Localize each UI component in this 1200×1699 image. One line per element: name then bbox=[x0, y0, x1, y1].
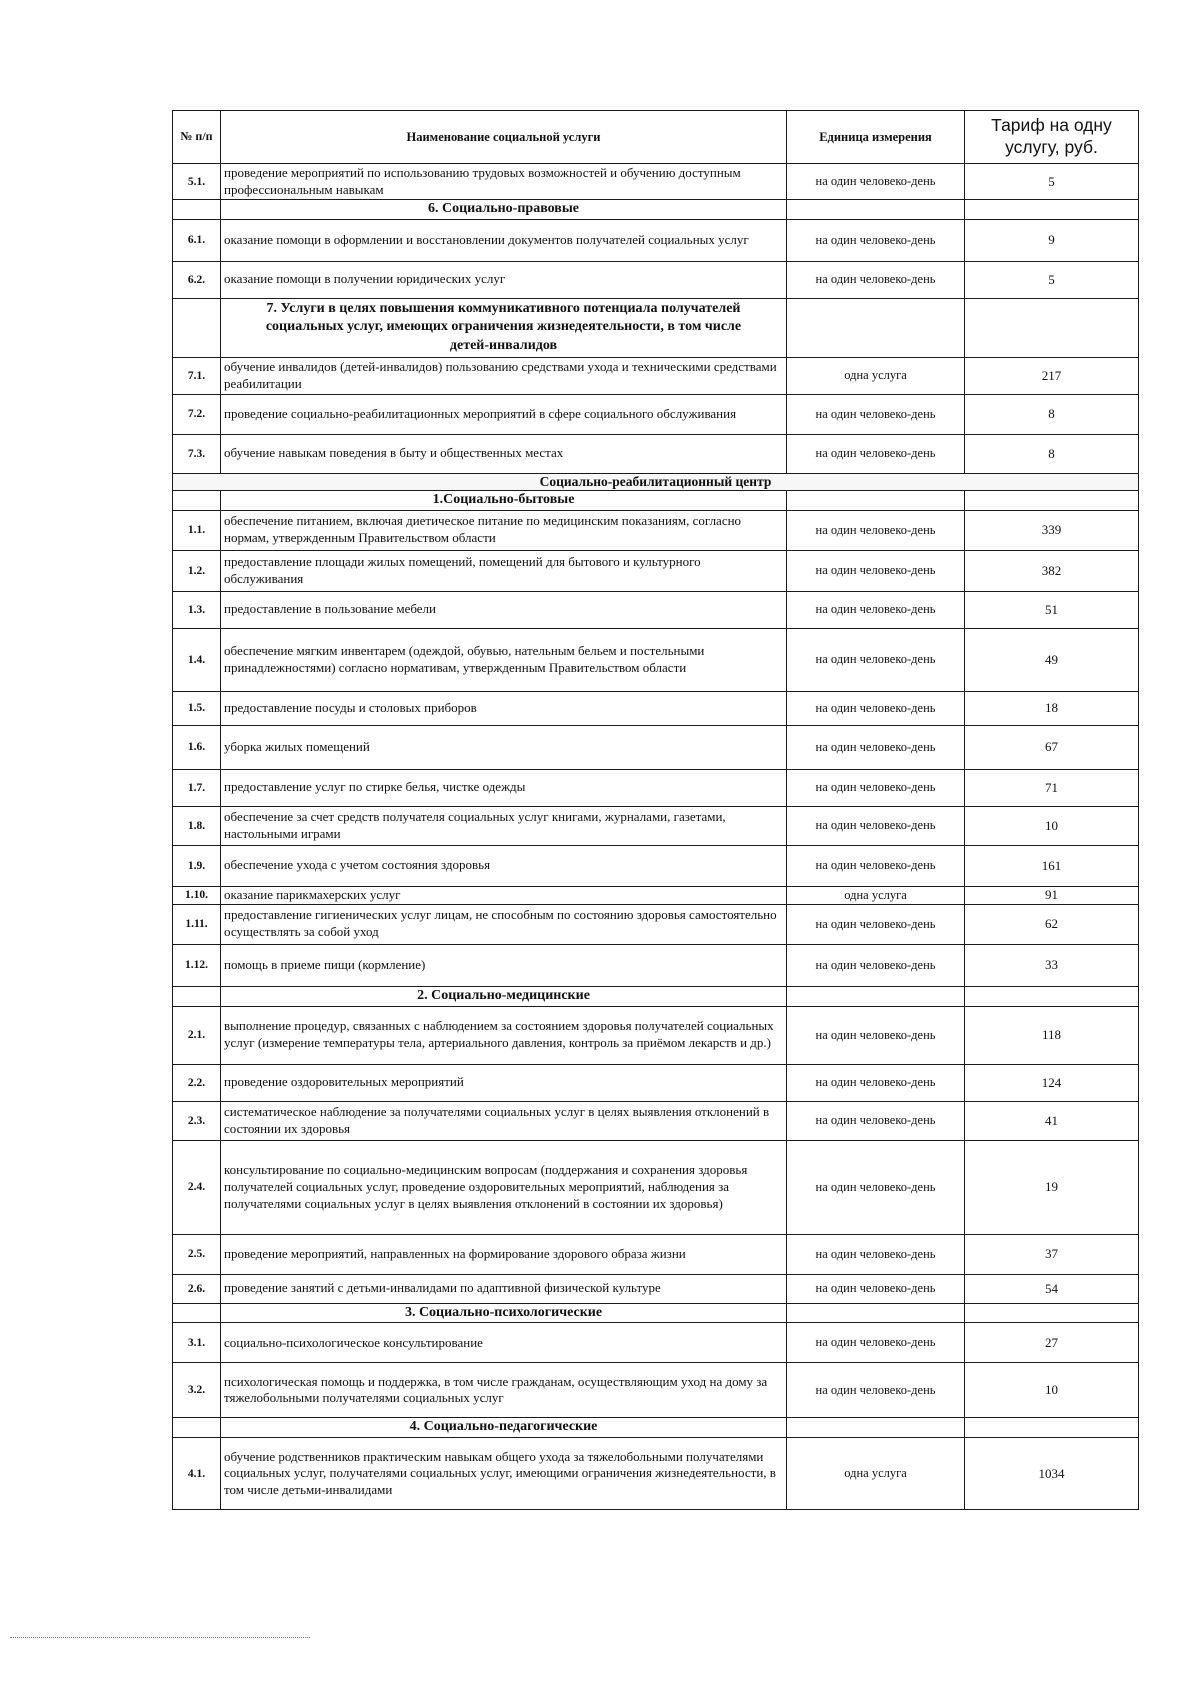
row-number: 1.12. bbox=[173, 944, 221, 986]
center-title: Социально-реабилитационный центр bbox=[173, 473, 1139, 490]
table-header-row bbox=[173, 111, 1139, 164]
table-row bbox=[173, 261, 1139, 298]
row-number: 2.1. bbox=[173, 1006, 221, 1064]
service-name: оказание помощи в получении юридических услуг bbox=[221, 261, 787, 298]
section-title: 7. Услуги в целях повышения коммуникативного потенциала получателей социальных услуг, имеющих ограничения жизнедеятельности, в том числе детей-инвалидов bbox=[221, 298, 787, 357]
table-row bbox=[173, 628, 1139, 691]
service-name: обеспечение мягким инвентарем (одеждой, обувью, нательным бельем и постельными принадлежностями) согласно нормативам, утвержденным Правительством области bbox=[221, 628, 787, 691]
table-row bbox=[173, 904, 1139, 944]
section-row bbox=[173, 298, 1139, 357]
tariff-price: 9 bbox=[965, 219, 1139, 261]
unit-of-measure: одна услуга bbox=[787, 1438, 965, 1510]
tariff-price: 118 bbox=[965, 1006, 1139, 1064]
service-name: предоставление в пользование мебели bbox=[221, 591, 787, 628]
row-number: 1.10. bbox=[173, 886, 221, 904]
section-price-cell bbox=[965, 298, 1139, 357]
row-number: 1.3. bbox=[173, 591, 221, 628]
service-name: оказание помощи в оформлении и восстановлении документов получателей социальных услуг bbox=[221, 219, 787, 261]
service-name: обучение навыкам поведения в быту и общественных местах bbox=[221, 434, 787, 473]
tariff-price: 10 bbox=[965, 806, 1139, 845]
unit-of-measure: на один человеко-день bbox=[787, 725, 965, 769]
section-num-cell bbox=[173, 298, 221, 357]
row-number: 7.2. bbox=[173, 394, 221, 434]
tariff-price: 37 bbox=[965, 1234, 1139, 1274]
table-row bbox=[173, 1101, 1139, 1140]
service-name: обучение родственников практическим навыкам общего ухода за тяжелобольными получателями социальных услуг, получателями социальных услуг, имеющими ограничения жизнедеятельности, в том числе детьми-инвалидами bbox=[221, 1438, 787, 1510]
header-service-name: Наименование социальной услуги bbox=[221, 111, 787, 164]
row-number: 1.9. bbox=[173, 845, 221, 886]
section-title: 1.Социально-бытовые bbox=[221, 490, 787, 510]
table-row bbox=[173, 806, 1139, 845]
row-number: 2.5. bbox=[173, 1234, 221, 1274]
unit-of-measure: на один человеко-день bbox=[787, 550, 965, 591]
section-unit-cell bbox=[787, 1418, 965, 1438]
table-row bbox=[173, 944, 1139, 986]
table-row bbox=[173, 1064, 1139, 1101]
section-unit-cell bbox=[787, 986, 965, 1006]
service-name: уборка жилых помещений bbox=[221, 725, 787, 769]
unit-of-measure: на один человеко-день bbox=[787, 1274, 965, 1303]
row-number: 2.6. bbox=[173, 1274, 221, 1303]
table-row bbox=[173, 769, 1139, 806]
tariff-price: 161 bbox=[965, 845, 1139, 886]
unit-of-measure: на один человеко-день bbox=[787, 1234, 965, 1274]
table-row bbox=[173, 1234, 1139, 1274]
tariff-price: 382 bbox=[965, 550, 1139, 591]
tariff-table bbox=[172, 110, 1139, 1510]
tariff-price: 8 bbox=[965, 394, 1139, 434]
tariff-price: 18 bbox=[965, 691, 1139, 725]
service-name: помощь в приеме пищи (кормление) bbox=[221, 944, 787, 986]
section-row bbox=[173, 1303, 1139, 1323]
row-number: 6.2. bbox=[173, 261, 221, 298]
unit-of-measure: на один человеко-день bbox=[787, 806, 965, 845]
table-row bbox=[173, 1274, 1139, 1303]
table-row bbox=[173, 510, 1139, 550]
service-name: проведение социально-реабилитационных мероприятий в сфере социального обслуживания bbox=[221, 394, 787, 434]
row-number: 2.3. bbox=[173, 1101, 221, 1140]
table-row bbox=[173, 591, 1139, 628]
section-row bbox=[173, 1418, 1139, 1438]
tariff-price: 41 bbox=[965, 1101, 1139, 1140]
row-number: 1.7. bbox=[173, 769, 221, 806]
unit-of-measure: одна услуга bbox=[787, 357, 965, 394]
table-row bbox=[173, 1140, 1139, 1234]
service-name: обучение инвалидов (детей-инвалидов) пользованию средствами ухода и техническими средствами реабилитации bbox=[221, 357, 787, 394]
tariff-price: 339 bbox=[965, 510, 1139, 550]
service-name: предоставление посуды и столовых приборов bbox=[221, 691, 787, 725]
unit-of-measure: на один человеко-день bbox=[787, 1064, 965, 1101]
row-number: 3.1. bbox=[173, 1323, 221, 1363]
section-price-cell bbox=[965, 1303, 1139, 1323]
tariff-price: 54 bbox=[965, 1274, 1139, 1303]
table-row bbox=[173, 725, 1139, 769]
tariff-price: 1034 bbox=[965, 1438, 1139, 1510]
section-num-cell bbox=[173, 1418, 221, 1438]
tariff-price: 91 bbox=[965, 886, 1139, 904]
header-price: Тариф на одну услугу, руб. bbox=[965, 111, 1139, 164]
unit-of-measure: на один человеко-день bbox=[787, 1101, 965, 1140]
table-row bbox=[173, 1438, 1139, 1510]
section-unit-cell bbox=[787, 200, 965, 220]
unit-of-measure: на один человеко-день bbox=[787, 1363, 965, 1418]
section-unit-cell bbox=[787, 490, 965, 510]
service-name: предоставление услуг по стирке белья, чистке одежды bbox=[221, 769, 787, 806]
tariff-price: 49 bbox=[965, 628, 1139, 691]
row-number: 7.3. bbox=[173, 434, 221, 473]
section-title: 4. Социально-педагогические bbox=[221, 1418, 787, 1438]
unit-of-measure: на один человеко-день bbox=[787, 691, 965, 725]
service-name: предоставление гигиенических услуг лицам, не способным по состоянию здоровья самостоятельно осуществлять за собой уход bbox=[221, 904, 787, 944]
tariff-price: 8 bbox=[965, 434, 1139, 473]
row-number: 5.1. bbox=[173, 164, 221, 200]
service-name: проведение занятий с детьми-инвалидами по адаптивной физической культуре bbox=[221, 1274, 787, 1303]
unit-of-measure: на один человеко-день bbox=[787, 1006, 965, 1064]
table-row bbox=[173, 1363, 1139, 1418]
service-name: консультирование по социально-медицинским вопросам (поддержания и сохранения здоровья получателей социальных услуг, проведение оздоровительных мероприятий, наблюдения за получателями социальных услуг в целях выявления отклонений в состоянии их здоровья) bbox=[221, 1140, 787, 1234]
unit-of-measure: на один человеко-день bbox=[787, 164, 965, 200]
tariff-price: 5 bbox=[965, 261, 1139, 298]
bottom-scan-line bbox=[10, 1637, 310, 1638]
section-unit-cell bbox=[787, 298, 965, 357]
unit-of-measure: на один человеко-день bbox=[787, 904, 965, 944]
unit-of-measure: на один человеко-день bbox=[787, 1323, 965, 1363]
section-row bbox=[173, 200, 1139, 220]
service-name: систематическое наблюдение за получателями социальных услуг в целях выявления отклонений в состоянии их здоровья bbox=[221, 1101, 787, 1140]
header-num: № п/п bbox=[173, 111, 221, 164]
section-price-cell bbox=[965, 200, 1139, 220]
section-num-cell bbox=[173, 986, 221, 1006]
table-row bbox=[173, 434, 1139, 473]
table-row bbox=[173, 691, 1139, 725]
service-name: проведение мероприятий по использованию трудовых возможностей и обучению доступным профессиональным навыкам bbox=[221, 164, 787, 200]
row-number: 1.2. bbox=[173, 550, 221, 591]
section-title: 6. Социально-правовые bbox=[221, 200, 787, 220]
table-row bbox=[173, 886, 1139, 904]
service-name: социально-психологическое консультирование bbox=[221, 1323, 787, 1363]
row-number: 2.2. bbox=[173, 1064, 221, 1101]
table-row bbox=[173, 164, 1139, 200]
tariff-price: 33 bbox=[965, 944, 1139, 986]
section-title: 2. Социально-медицинские bbox=[221, 986, 787, 1006]
row-number: 4.1. bbox=[173, 1438, 221, 1510]
unit-of-measure: на один человеко-день bbox=[787, 394, 965, 434]
unit-of-measure: одна услуга bbox=[787, 886, 965, 904]
service-name: оказание парикмахерских услуг bbox=[221, 886, 787, 904]
table-row bbox=[173, 357, 1139, 394]
service-name: проведение мероприятий, направленных на формирование здорового образа жизни bbox=[221, 1234, 787, 1274]
section-row bbox=[173, 490, 1139, 510]
service-name: обеспечение питанием, включая диетическое питание по медицинским показаниям, согласно нормам, утвержденным Правительством области bbox=[221, 510, 787, 550]
tariff-price: 217 bbox=[965, 357, 1139, 394]
unit-of-measure: на один человеко-день bbox=[787, 1140, 965, 1234]
tariff-document bbox=[172, 110, 1139, 1510]
service-name: выполнение процедур, связанных с наблюдением за состоянием здоровья получателей социальных услуг (измерение температуры тела, артериального давления, контроль за приёмом лекарств и др.) bbox=[221, 1006, 787, 1064]
row-number: 1.6. bbox=[173, 725, 221, 769]
row-number: 1.8. bbox=[173, 806, 221, 845]
table-row bbox=[173, 1323, 1139, 1363]
section-price-cell bbox=[965, 1418, 1139, 1438]
row-number: 2.4. bbox=[173, 1140, 221, 1234]
service-name: обеспечение за счет средств получателя социальных услуг книгами, журналами, газетами, настольными играми bbox=[221, 806, 787, 845]
section-unit-cell bbox=[787, 1303, 965, 1323]
tariff-price: 5 bbox=[965, 164, 1139, 200]
section-num-cell bbox=[173, 490, 221, 510]
unit-of-measure: на один человеко-день bbox=[787, 219, 965, 261]
table-row bbox=[173, 219, 1139, 261]
section-title: 3. Социально-психологические bbox=[221, 1303, 787, 1323]
tariff-price: 62 bbox=[965, 904, 1139, 944]
table-row bbox=[173, 550, 1139, 591]
row-number: 3.2. bbox=[173, 1363, 221, 1418]
tariff-price: 10 bbox=[965, 1363, 1139, 1418]
tariff-price: 27 bbox=[965, 1323, 1139, 1363]
table-row bbox=[173, 1006, 1139, 1064]
table-body bbox=[173, 164, 1139, 1510]
service-name: психологическая помощь и поддержка, в том числе гражданам, осуществляющим уход на дому за тяжелобольными получателями социальных услуг bbox=[221, 1363, 787, 1418]
row-number: 6.1. bbox=[173, 219, 221, 261]
section-price-cell bbox=[965, 490, 1139, 510]
unit-of-measure: на один человеко-день bbox=[787, 510, 965, 550]
tariff-price: 71 bbox=[965, 769, 1139, 806]
tariff-price: 51 bbox=[965, 591, 1139, 628]
section-row bbox=[173, 986, 1139, 1006]
unit-of-measure: на один человеко-день bbox=[787, 845, 965, 886]
unit-of-measure: на один человеко-день bbox=[787, 944, 965, 986]
unit-of-measure: на один человеко-день bbox=[787, 591, 965, 628]
table-row bbox=[173, 394, 1139, 434]
unit-of-measure: на один человеко-день bbox=[787, 261, 965, 298]
center-heading-row bbox=[173, 473, 1139, 490]
tariff-price: 124 bbox=[965, 1064, 1139, 1101]
unit-of-measure: на один человеко-день bbox=[787, 434, 965, 473]
service-name: обеспечение ухода с учетом состояния здоровья bbox=[221, 845, 787, 886]
row-number: 1.4. bbox=[173, 628, 221, 691]
tariff-price: 67 bbox=[965, 725, 1139, 769]
row-number: 1.1. bbox=[173, 510, 221, 550]
service-name: предоставление площади жилых помещений, помещений для бытового и культурного обслуживания bbox=[221, 550, 787, 591]
row-number: 1.11. bbox=[173, 904, 221, 944]
section-price-cell bbox=[965, 986, 1139, 1006]
row-number: 1.5. bbox=[173, 691, 221, 725]
row-number: 7.1. bbox=[173, 357, 221, 394]
header-unit: Единица измерения bbox=[787, 111, 965, 164]
section-num-cell bbox=[173, 1303, 221, 1323]
tariff-price: 19 bbox=[965, 1140, 1139, 1234]
table-row bbox=[173, 845, 1139, 886]
service-name: проведение оздоровительных мероприятий bbox=[221, 1064, 787, 1101]
unit-of-measure: на один человеко-день bbox=[787, 769, 965, 806]
section-num-cell bbox=[173, 200, 221, 220]
unit-of-measure: на один человеко-день bbox=[787, 628, 965, 691]
